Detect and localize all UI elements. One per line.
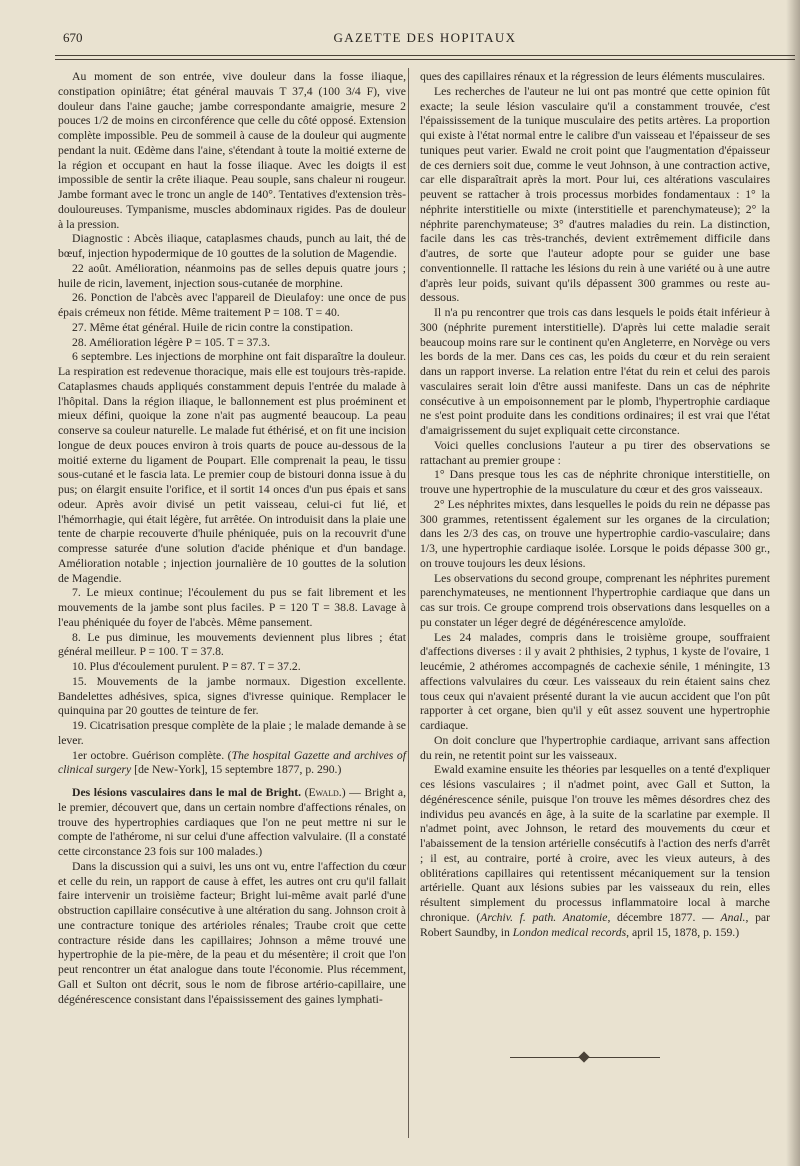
paragraph: 28. Amélioration légère P = 105. T = 37.3. <box>72 335 270 349</box>
paragraph: 19. Cicatrisation presque complète de la plaie ; le malade demande à se lever. <box>58 719 406 747</box>
paragraph: 1° Dans presque tous les cas de néphrite chronique interstitielle, on trouve une hypertrophie de la musculature du cœur et des gros vaisseaux. <box>420 468 770 496</box>
paragraph: Diagnostic : Abcès iliaque, cataplasmes chauds, punch au lait, thé de bœuf, injection hypodermique de 10 gouttes de la solution de Magendie. <box>58 232 406 260</box>
citation-text: , décembre 1877. — <box>607 910 721 924</box>
header-rule-thin <box>55 59 795 60</box>
header-rule <box>55 55 795 56</box>
citation-text: , april 15, 1878, p. 159.) <box>626 925 740 939</box>
journal-title: London medical records <box>512 925 627 939</box>
citation-text: ( <box>476 910 481 924</box>
paragraph: 22 août. Amélioration, néanmoins pas de selles depuis quatre jours ; huile de ricin, lavement, injection sous-cutanée de morphine. <box>58 261 406 290</box>
running-title: GAZETTE DES HOPITAUX <box>333 30 517 45</box>
section-title: Des lésions vasculaires dans le mal de Bright. <box>72 786 302 799</box>
citation-text: [de New-York], 15 septembre 1877, p. 290.) <box>131 763 342 777</box>
paragraph: 15. Mouvements de la jambe normaux. Digestion excellente. Bandelettes adhésives, spica, signes d'ivresse quinique. Remplacer le quinquina par 20 gouttes de teinture de fer. <box>58 674 406 718</box>
page-header <box>55 28 795 50</box>
paragraph: 26. Ponction de l'abcès avec l'appareil de Dieulafoy: une once de pus épais crémeux non fétide. Même traitement P = 108. T = 40. <box>58 291 406 319</box>
page-number: 670 <box>63 30 83 45</box>
paragraph: ques des capillaires rénaux et la régression de leurs éléments musculaires. <box>420 70 765 83</box>
paragraph: Les recherches de l'auteur ne lui ont pas montré que cette opinion fût exacte; la seule lésion vasculaire qu'il a constamment trouvée, c'est l'épaississement de la tunique musculaire des petits artères. La proportion qui existe à l'état normal entre le calibre d'un vaisseau et l'épaisseur de ses tuniques peut varier. Ewald ne croit point que l'augmentation d'épaisseur de ces derniers soit due, comme le veut Johnson, à une contraction active, car elle disparaîtrait après la mort. Pour lui, ces altérations vasculaires peuvent se rattacher à trois processus morbides fondamentaux : 1° la néphrite interstitielle ou mixte (interstitielle et parenchymateuse); 2° la néphrite parenchymateuse; 3° d'autres maladies du rein. La distinction, facile dans les cas très-tranchés, devient extrêmement difficile dans d'autres, de sorte que l'auteur adopte pour se guider une base conventionnelle. Il rattache les lésions du rein à une variété ou à une autre d'après leur poids, suivant qu'ils dépassent 300 grammes ou reste au-dessous. <box>420 84 770 305</box>
column-divider <box>408 68 409 1138</box>
citation-text: , par Robert Saundby, in <box>420 910 770 939</box>
page-edge-shadow <box>786 0 800 1166</box>
paragraph: Voici quelles conclusions l'auteur a pu tirer des observations se rattachant au premier groupe : <box>420 438 770 467</box>
paragraph-text: Ewald examine ensuite les théories par lesquelles on a tenté d'expliquer ces lésions vasculaires ; il n'admet point, avec Gall et Sutton, la dégénérescence sénile, puisque l'on trouve les mêmes désordres chez des individus peu avancés en âge, à la suite de la scarlatine par exemple. Il n'admet point, avec Johnson, le retard des mouvements du cœur et l'abaissement de la tension artérielle consécutifs à l'action des nerfs d'arrêt ; il est, au contraire, porté à croire, avec les vieux auteurs, à des oblitérations capillaires qui retentissent mécaniquement sur la tension artérielle. Quant aux lésions subies par les vaisseaux du rein, elles résultent simplement du processus inflammatoire local à marche chronique. <box>420 763 770 924</box>
paragraph: On doit conclure que l'hypertrophie cardiaque, arrivant sans affection du rein, ne retentit point sur les vaisseaux. <box>420 733 770 762</box>
end-ornament <box>510 1052 660 1062</box>
paragraph: 6 septembre. Les injections de morphine ont fait disparaître la douleur. La respiration est redevenue thoracique, mais elle est toujours très-rapide. Cataplasmes chauds appliqués constamment depuis l'entrée du malade à l'hôpital. Dans la région iliaque, le ballonnement est plus proéminent et mieux défini, quoique la zone n'ait pas augmenté beaucoup. La peau conserve sa couleur naturelle. Le malade fut éthérisé, et on fit une incision longue de deux pouces environ à trois quarts de pouce au-dessous de la moitié externe du ligament de Poupart. Elle comprenait la peau, le tissu sous-cutané et le fascia lata. Le premier coup de bistouri donna issue à du pus; on élargit ensuite l'orifice, et il sortit 14 onces d'un pus épais et sans odeur. Après avoir divisé un petit vaisseau, celui-ci fut lié, et l'hémorrhagie, qui était légère, fut arrêtée. On introduisit dans la plaie une tente de charpie recouverte d'huile phéniquée, puis on la recouvrit d'une compresse saturée d'une solution d'acide phénique et d'un bandage. Amélioration notable ; injection journalière de 10 gouttes de la solution de Magendie. <box>58 350 406 585</box>
citation-paragraph <box>58 749 406 779</box>
paragraph: Il n'a pu rencontrer que trois cas dans lesquels le poids était inférieur à 300 (néphrite purement interstitielle). D'après lui cette maladie serait beaucoup moins rare sur le continent qu'en Angleterre, en Norvège ou vers les bords de la mer. Dans ces cas, les poids du cœur et du rein seraient dans un rapport inverse. La relation entre l'état du rein et celui des parois vasculaires serait loin d'être aussi manifeste. Dans un cas de néphrite consécutive à un empoisonnement par le plomb, l'hypertrophie cardiaque ne s'est point produite dans les conditions ordinaires; il est vrai que l'état d'amaigrissement du sujet expliquait cette circonstance. <box>420 306 770 437</box>
paragraph: Les observations du second groupe, comprenant les néphrites purement parenchymateuses, ne mentionnent l'hypertrophie cardiaque que dans un cas sur trois. Ce groupe comprend trois observations dans lesquelles on a pu constater un léger degré de dégénérescence amyloïde. <box>420 571 770 629</box>
section-lead-paragraph <box>58 786 406 860</box>
section-author: (Ewald.) <box>304 786 346 799</box>
paragraph: Dans la discussion qui a suivi, les uns ont vu, entre l'affection du cœur et celle du rein, un rapport de cause à effet, les autres ont cru qu'il fallait faire intervenir un troisième facteur; Bright lui-même avait parlé d'une obstruction capillaire consécutive à une altération du sang. Johnson croit à une contracture tonique des artérioles rénales; Traube croit que cette contracture réside dans les capillaires; Johnson a même trouvé une hypertrophie de la pie-mère, de la peau et du mésentère; il croit que l'on peut rencontrer un état analogue dans toute l'économie. Plus récemment, Gall et Sulton ont décrit, sous le nom de fibrose artério-capillaire, une dégénérescence consistant dans l'épaississement des gaines lymphati- <box>58 859 406 1006</box>
paragraph: 10. Plus d'écoulement purulent. P = 87. T = 37.2. <box>72 660 301 673</box>
section-intro: — Bright a, le premier, découvert que, dans un certain nombre d'affections rénales, on trouve des hypertrophies cardiaques que l'on ne peut mettre ni sur le compte de l'athérome, ni sur celui d'une affection valvulaire. (Il a constaté cette circonstance 23 fois sur 100 malades.) <box>58 786 406 858</box>
journal-title: The hospital Gazette and archives of clinical surgery <box>58 748 406 777</box>
paragraph: 7. Le mieux continue; l'écoulement du pus se fait librement et les mouvements de la jambe sont plus faciles. P = 120 T = 38.8. Lavage à l'eau phéniquée du foyer de l'abcès. Même pansement. <box>58 586 406 629</box>
paragraph: Au moment de son entrée, vive douleur dans la fosse iliaque, constipation opiniâtre; état général mauvais T 37,4 (100 3/4 F), vive douleur dans l'aine gauche; jambe correspondante amaigrie, mesure 2 pouces 1/2 de moins en circonférence que celle du côté opposé. Extension complète impossible. Peu de sommeil à cause de la douleur qui augmente pendant la nuit. Œdème dans l'aine, s'étendant à toute la moitié externe de la région et occupant en haut la fosse iliaque. Avec les doigts il est impossible de sentir la crête iliaque. Peau souple, sans chaleur ni rougeur. Jambe formant avec le tronc un angle de 140°. Tentatives d'extension très-douloureuses. Tympanisme, muscles abdominaux rigides. Pas de douleur à la pression. <box>58 70 406 231</box>
paragraph: Les 24 malades, compris dans le troisième groupe, souffraient d'affections diverses : il y avait 2 phthisies, 2 typhus, 1 kyste de l'ovaire, 1 leucémie, 2 athéromes accompagnés de cachexie sénile, 1 méningite, 13 affections valvulaires du cœur. Les vaisseaux du rein étaient sains chez tous ceux qui n'avaient présenté durant la vie aucun accident que l'on pût rapporter à cet organe, bien qu'il y eût assez souvent une hypertrophie cardiaque. <box>420 630 770 732</box>
citation-abbrev: Anal. <box>720 910 746 924</box>
journal-title: Archiv. f. path. Anatomie <box>480 910 608 924</box>
paragraph: 2° Les néphrites mixtes, dans lesquelles le poids du rein ne dépasse pas 300 grammes, retentissent également sur les organes de la circulation; dans les 2/3 des cas, on trouve une hypertrophie cardio-vasculaire; dans 1/3, une hypertrophie cardiaque isolée. Lorsque le poids dépasse 300 gr., on trouve toujours les deux lésions. <box>420 497 770 570</box>
right-column <box>420 70 770 940</box>
citation-text: 1er octobre. Guérison complète. ( <box>72 748 232 762</box>
paragraph: 8. Le pus diminue, les mouvements deviennent plus libres ; état général meilleur. P = 100. T = 37.8. <box>58 630 406 659</box>
left-column <box>58 70 406 1007</box>
paragraph: 27. Même état général. Huile de ricin contre la constipation. <box>72 320 354 334</box>
paragraph <box>420 763 770 940</box>
ornament-diamond-icon <box>578 1051 589 1062</box>
